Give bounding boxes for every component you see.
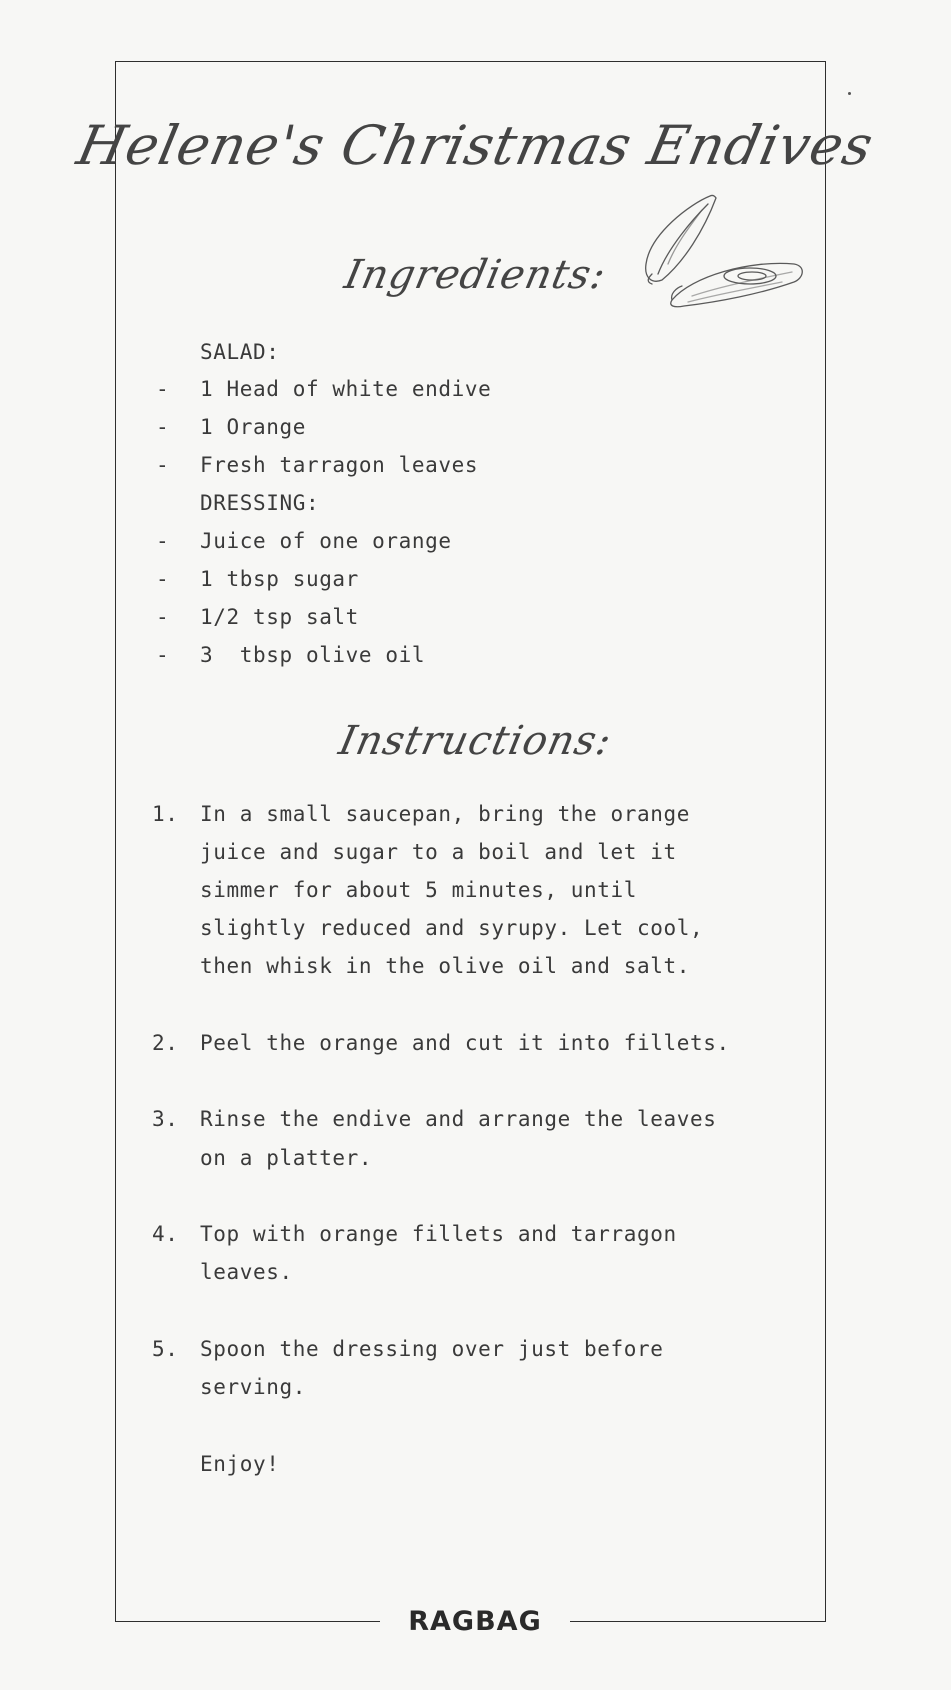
step-number: 2. — [152, 1031, 179, 1055]
ingredient-item: Juice of one orange — [200, 529, 452, 553]
bullet-dash: - — [156, 529, 170, 553]
step-line: serving. — [200, 1375, 306, 1399]
step-line: simmer for about 5 minutes, until — [200, 878, 638, 902]
ragbag-logo: RAGBAG — [380, 1604, 570, 1640]
step-line: Top with orange fillets and tarragon — [200, 1222, 677, 1246]
ingredient-item: Fresh tarragon leaves — [200, 453, 479, 477]
bullet-dash: - — [156, 567, 170, 591]
step-line: then whisk in the olive oil and salt. — [200, 954, 690, 978]
bullet-dash: - — [156, 415, 170, 439]
step-line: Rinse the endive and arrange the leaves — [200, 1107, 717, 1131]
bullet-dash: - — [156, 643, 170, 667]
step-number: 5. — [152, 1337, 179, 1361]
step-line: Peel the orange and cut it into fillets. — [200, 1031, 730, 1055]
bullet-dash: - — [156, 377, 170, 401]
step-line: slightly reduced and syrupy. Let cool, — [200, 916, 704, 940]
step-number: 1. — [152, 802, 179, 826]
ingredient-item: 1 Orange — [200, 415, 306, 439]
step-line: on a platter. — [200, 1146, 373, 1170]
salad-label: SALAD: — [200, 340, 280, 364]
paper-speck — [848, 92, 851, 95]
closing-text: Enjoy! — [200, 1452, 280, 1476]
ingredient-item: 1/2 tsp salt — [200, 605, 359, 629]
instructions-heading: Instructions: — [335, 718, 616, 764]
ingredients-heading: Ingredients: — [340, 252, 611, 298]
recipe-title: Helene's Christmas Endives — [71, 114, 880, 177]
step-number: 4. — [152, 1222, 179, 1246]
step-line: In a small saucepan, bring the orange — [200, 802, 690, 826]
ingredient-item: 3 tbsp olive oil — [200, 643, 426, 667]
bullet-dash: - — [156, 453, 170, 477]
bullet-dash: - — [156, 605, 170, 629]
step-number: 3. — [152, 1107, 179, 1131]
step-line: leaves. — [200, 1260, 293, 1284]
dressing-label: DRESSING: — [200, 491, 320, 515]
step-line: Spoon the dressing over just before — [200, 1337, 664, 1361]
ingredient-item: 1 Head of white endive — [200, 377, 492, 401]
ingredient-item: 1 tbsp sugar — [200, 567, 359, 591]
step-line: juice and sugar to a boil and let it — [200, 840, 677, 864]
